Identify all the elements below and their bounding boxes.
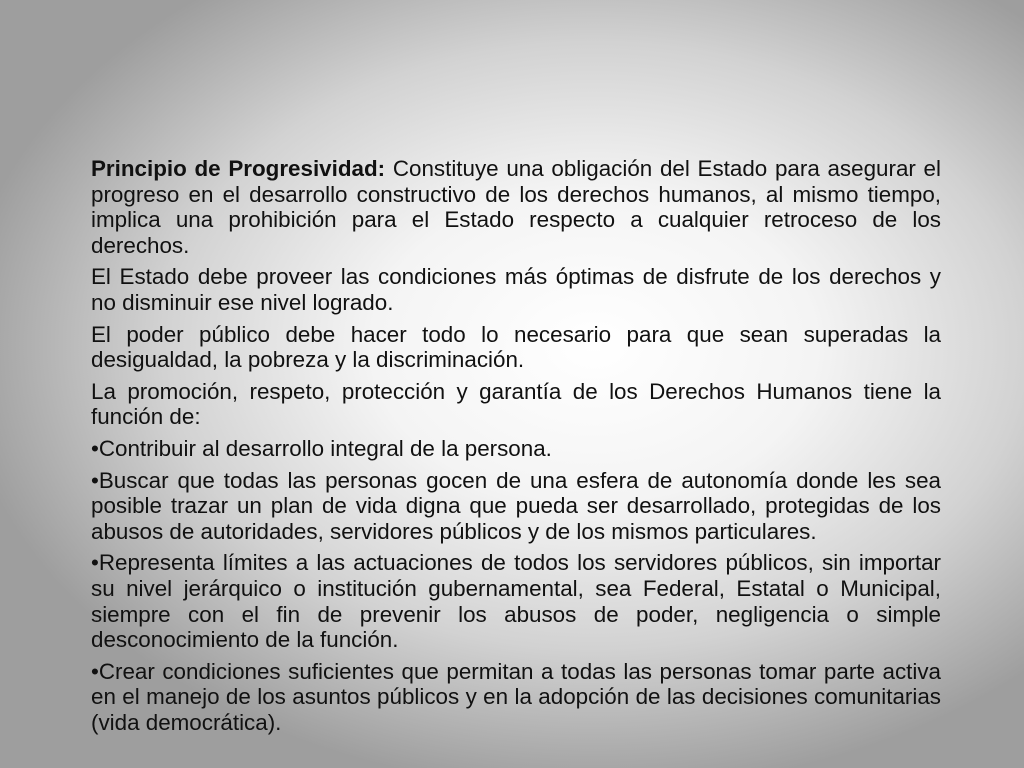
paragraph-conditions: El Estado debe proveer las condiciones más óptimas de disfrute de los derechos y no disminuir ese nivel logrado. — [91, 264, 941, 315]
bullet-representa: •Representa límites a las actuaciones de todos los servidores públicos, sin importar su nivel jerárquico o institución gubernamental, sea Federal, Estatal o Municipal, siempre con el fin de prevenir los abusos de poder, negligencia o simple desconocimiento de la función. — [91, 550, 941, 653]
paragraph-progresividad-definition — [91, 156, 941, 258]
paragraph-text: Constituye una obligación del Estado para asegurar el progreso en el desarrollo constructivo de los derechos humanos, al mismo tiempo, implica una prohibición para el Estado respecto a cualquier retroceso de los derechos. — [91, 156, 941, 258]
slide-body — [91, 156, 941, 741]
principle-heading: Principio de Progresividad: — [91, 156, 386, 181]
bullet-crear: •Crear condiciones suficientes que permitan a todas las personas tomar parte activa en el manejo de los asuntos públicos y en la adopción de las decisiones comunitarias (vida democrática). — [91, 658, 941, 735]
bullet-contribuir: •Contribuir al desarrollo integral de la persona. — [91, 435, 552, 461]
paragraph-public-power: El poder público debe hacer todo lo necesario para que sean superadas la desigualdad, la pobreza y la discriminación. — [91, 321, 941, 373]
bullet-buscar: •Buscar que todas las personas gocen de una esfera de autonomía donde les sea posible trazar un plan de vida digna que pueda ser desarrollado, protegidas de los abusos de autoridades, servidores públicos y de los mismos particulares. — [91, 467, 941, 544]
paragraph-function-intro: La promoción, respeto, protección y garantía de los Derechos Humanos tiene la función de: — [91, 378, 941, 430]
